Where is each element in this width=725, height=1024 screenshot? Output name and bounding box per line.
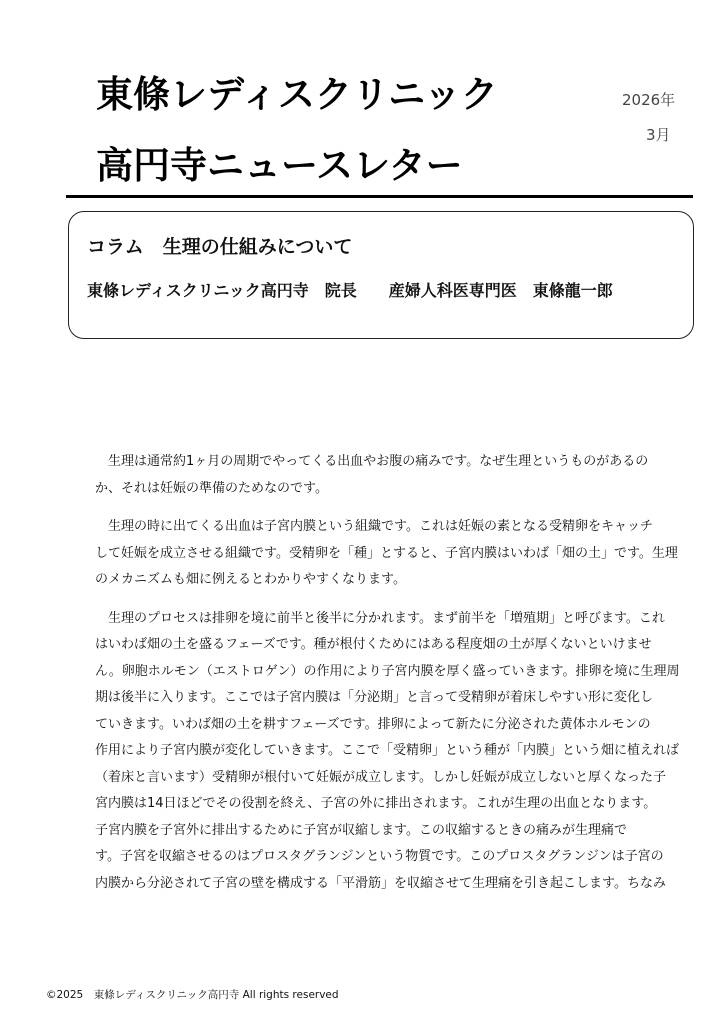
text-line: （着床と言います）受精卵が根付いて妊娠が成立します。しかし妊娠が成立しないと厚くなった子 [95,769,666,785]
text-line: はいわば畑の土を盛るフェーズです。種が根付くためにはある程度畑の土が厚くないといけませ [95,637,652,652]
newsletter-title-name: 高円寺ニュースレター [96,144,463,187]
column-header-box [68,211,694,339]
copyright-footer: ©2025 東條レディスクリニック高円寺 All rights reserved [46,989,339,1001]
issue-year: 2026年 [622,91,676,109]
article-body [95,449,687,909]
text-line: 作用により子宮内膜が変化していきます。ここで「受精卵」という種が「内膜」という畑に植えれば [95,743,679,758]
header-divider [66,195,693,198]
issue-month: 3月 [646,126,671,144]
text-line: 生理の時に出てくる出血は子宮内膜という組織です。これは妊娠の素となる受精卵をキャッチ [95,519,653,534]
text-line: 子宮内膜を子宮外に排出するために子宮が収縮します。この収縮するときの痛みが生理痛で [95,822,627,838]
newsletter-title-clinic: 東條レディスクリニック [96,73,498,116]
paragraph [95,449,687,502]
paragraph [95,606,687,898]
text-line: す。子宮を収縮させるのはプロスタグランジンという物質です。このプロスタグランジンは子宮の [95,849,664,864]
text-line: ん。卵胞ホルモン（エストロゲン）の作用により子宮内膜を厚く盛っていきます。排卵を境に生理周 [95,663,680,679]
text-line: 内膜から分泌されて子宮の壁を構成する「平滑筋」を収縮させて生理痛を引き起こします。ちなみ [95,875,666,891]
text-line: して妊娠を成立させる組織です。受精卵を「種」とすると、子宮内膜はいわば「畑の土」です。生理 [95,545,678,561]
column-title: コラム 生理の仕組みについて [87,236,353,258]
text-line: 生理のプロセスは排卵を境に前半と後半に分かれます。まず前半を「増殖期」と呼びます。これ [95,610,665,626]
text-line: 期は後半に入ります。ここでは子宮内膜は「分泌期」と言って受精卵が着床しやすい形に変化し [95,690,653,705]
text-line: ていきます。いわば畑の土を耕すフェーズです。排卵によって新たに分泌された黄体ホルモンの [95,716,651,732]
column-author: 東條レディスクリニック高円寺 院長 産婦人科医専門医 東條龍一郎 [87,281,613,300]
text-line: 生理は通常約1ヶ月の周期でやってくる出血やお腹の痛みです。なぜ生理というものがあるの [95,454,649,469]
paragraph [95,514,687,594]
text-line: のメカニズムも畑に例えるとわかりやすくなります。 [95,572,406,587]
text-line: 宮内膜は14日ほどでその役割を終え、子宮の外に排出されます。これが生理の出血となります。 [95,796,657,811]
text-line: か、それは妊娠の準備のためなのです。 [95,480,328,496]
